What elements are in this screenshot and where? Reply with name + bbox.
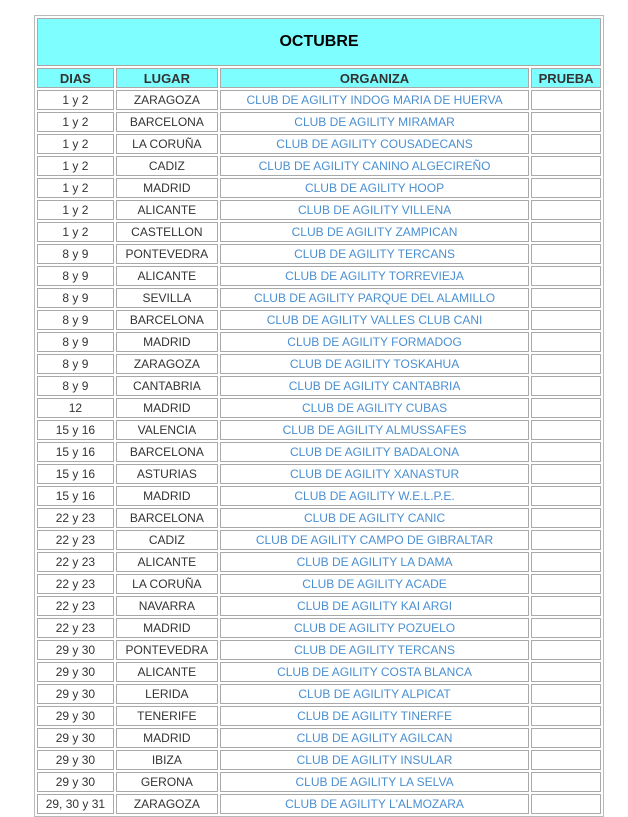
organiza-link[interactable]: CLUB DE AGILITY CANIC	[220, 508, 529, 528]
dias-cell: 8 y 9	[37, 376, 114, 396]
prueba-cell	[531, 332, 601, 352]
lugar-cell: TENERIFE	[116, 706, 218, 726]
prueba-cell	[531, 266, 601, 286]
table-row	[37, 574, 601, 594]
lugar-cell: PONTEVEDRA	[116, 244, 218, 264]
organiza-link[interactable]: CLUB DE AGILITY AGILCAN	[220, 728, 529, 748]
prueba-cell	[531, 134, 601, 154]
lugar-cell: MADRID	[116, 486, 218, 506]
organiza-link[interactable]: CLUB DE AGILITY TERCANS	[220, 244, 529, 264]
table-row	[37, 266, 601, 286]
organiza-link[interactable]: CLUB DE AGILITY CUBAS	[220, 398, 529, 418]
dias-cell: 1 y 2	[37, 178, 114, 198]
dias-cell: 1 y 2	[37, 90, 114, 110]
table-row	[37, 684, 601, 704]
prueba-cell	[531, 156, 601, 176]
table-row	[37, 398, 601, 418]
lugar-cell: IBIZA	[116, 750, 218, 770]
dias-cell: 15 y 16	[37, 486, 114, 506]
dias-cell: 29 y 30	[37, 706, 114, 726]
prueba-cell	[531, 354, 601, 374]
dias-cell: 8 y 9	[37, 244, 114, 264]
dias-cell: 8 y 9	[37, 266, 114, 286]
dias-cell: 22 y 23	[37, 618, 114, 638]
events-table	[34, 15, 604, 817]
table-row	[37, 706, 601, 726]
prueba-cell	[531, 552, 601, 572]
prueba-cell	[531, 178, 601, 198]
organiza-link[interactable]: CLUB DE AGILITY MIRAMAR	[220, 112, 529, 132]
prueba-cell	[531, 618, 601, 638]
dias-cell: 29 y 30	[37, 728, 114, 748]
events-body	[37, 90, 601, 814]
organiza-link[interactable]: CLUB DE AGILITY KAI ARGI	[220, 596, 529, 616]
lugar-cell: BARCELONA	[116, 310, 218, 330]
dias-cell: 15 y 16	[37, 420, 114, 440]
dias-cell: 1 y 2	[37, 222, 114, 242]
table-row	[37, 794, 601, 814]
table-row	[37, 156, 601, 176]
organiza-link[interactable]: CLUB DE AGILITY W.E.L.P.E.	[220, 486, 529, 506]
header-dias: DIAS	[37, 68, 114, 88]
table-row	[37, 750, 601, 770]
lugar-cell: CANTABRIA	[116, 376, 218, 396]
lugar-cell: ALICANTE	[116, 662, 218, 682]
organiza-link[interactable]: CLUB DE AGILITY INSULAR	[220, 750, 529, 770]
table-row	[37, 552, 601, 572]
lugar-cell: ZARAGOZA	[116, 90, 218, 110]
header-row	[37, 68, 601, 88]
table-row	[37, 420, 601, 440]
lugar-cell: ZARAGOZA	[116, 354, 218, 374]
organiza-link[interactable]: CLUB DE AGILITY HOOP	[220, 178, 529, 198]
lugar-cell: BARCELONA	[116, 442, 218, 462]
table-row	[37, 90, 601, 110]
lugar-cell: MADRID	[116, 178, 218, 198]
organiza-link[interactable]: CLUB DE AGILITY PARQUE DEL ALAMILLO	[220, 288, 529, 308]
table-row	[37, 310, 601, 330]
lugar-cell: SEVILLA	[116, 288, 218, 308]
dias-cell: 29 y 30	[37, 750, 114, 770]
lugar-cell: VALENCIA	[116, 420, 218, 440]
dias-cell: 1 y 2	[37, 156, 114, 176]
dias-cell: 8 y 9	[37, 310, 114, 330]
table-row	[37, 200, 601, 220]
prueba-cell	[531, 222, 601, 242]
table-row	[37, 728, 601, 748]
dias-cell: 8 y 9	[37, 354, 114, 374]
lugar-cell: ALICANTE	[116, 200, 218, 220]
prueba-cell	[531, 420, 601, 440]
table-row	[37, 288, 601, 308]
dias-cell: 22 y 23	[37, 508, 114, 528]
table-row	[37, 640, 601, 660]
header-lugar: LUGAR	[116, 68, 218, 88]
table-row	[37, 332, 601, 352]
dias-cell: 29 y 30	[37, 640, 114, 660]
lugar-cell: CADIZ	[116, 530, 218, 550]
table-row	[37, 464, 601, 484]
prueba-cell	[531, 90, 601, 110]
header-prueba: PRUEBA	[531, 68, 601, 88]
prueba-cell	[531, 398, 601, 418]
organiza-link[interactable]: CLUB DE AGILITY FORMADOG	[220, 332, 529, 352]
prueba-cell	[531, 750, 601, 770]
lugar-cell: CADIZ	[116, 156, 218, 176]
prueba-cell	[531, 794, 601, 814]
table-row	[37, 222, 601, 242]
organiza-link[interactable]: CLUB DE AGILITY CANINO ALGECIREÑO	[220, 156, 529, 176]
organiza-link[interactable]: CLUB DE AGILITY COSTA BLANCA	[220, 662, 529, 682]
lugar-cell: BARCELONA	[116, 112, 218, 132]
table-row	[37, 486, 601, 506]
lugar-cell: ALICANTE	[116, 552, 218, 572]
dias-cell: 22 y 23	[37, 552, 114, 572]
dias-cell: 29, 30 y 31	[37, 794, 114, 814]
organiza-link[interactable]: CLUB DE AGILITY VILLENA	[220, 200, 529, 220]
organiza-link[interactable]: CLUB DE AGILITY ACADE	[220, 574, 529, 594]
dias-cell: 8 y 9	[37, 332, 114, 352]
dias-cell: 29 y 30	[37, 684, 114, 704]
dias-cell: 22 y 23	[37, 596, 114, 616]
prueba-cell	[531, 596, 601, 616]
lugar-cell: ALICANTE	[116, 266, 218, 286]
prueba-cell	[531, 486, 601, 506]
prueba-cell	[531, 244, 601, 264]
lugar-cell: LA CORUÑA	[116, 574, 218, 594]
organiza-link[interactable]: CLUB DE AGILITY VALLES CLUB CANI	[220, 310, 529, 330]
dias-cell: 1 y 2	[37, 134, 114, 154]
dias-cell: 12	[37, 398, 114, 418]
lugar-cell: MADRID	[116, 332, 218, 352]
dias-cell: 15 y 16	[37, 464, 114, 484]
prueba-cell	[531, 508, 601, 528]
organiza-link[interactable]: CLUB DE AGILITY TERCANS	[220, 640, 529, 660]
organiza-link[interactable]: CLUB DE AGILITY BADALONA	[220, 442, 529, 462]
lugar-cell: ZARAGOZA	[116, 794, 218, 814]
organiza-link[interactable]: CLUB DE AGILITY TOSKAHUA	[220, 354, 529, 374]
organiza-link[interactable]: CLUB DE AGILITY CAMPO DE GIBRALTAR	[220, 530, 529, 550]
table-row	[37, 354, 601, 374]
lugar-cell: PONTEVEDRA	[116, 640, 218, 660]
lugar-cell: MADRID	[116, 728, 218, 748]
prueba-cell	[531, 200, 601, 220]
lugar-cell: LA CORUÑA	[116, 134, 218, 154]
prueba-cell	[531, 376, 601, 396]
lugar-cell: CASTELLON	[116, 222, 218, 242]
organiza-link[interactable]: CLUB DE AGILITY COUSADECANS	[220, 134, 529, 154]
prueba-cell	[531, 112, 601, 132]
prueba-cell	[531, 640, 601, 660]
prueba-cell	[531, 662, 601, 682]
prueba-cell	[531, 464, 601, 484]
organiza-link[interactable]: CLUB DE AGILITY LA DAMA	[220, 552, 529, 572]
prueba-cell	[531, 310, 601, 330]
organiza-link[interactable]: CLUB DE AGILITY LA SELVA	[220, 772, 529, 792]
prueba-cell	[531, 728, 601, 748]
organiza-link[interactable]: CLUB DE AGILITY POZUELO	[220, 618, 529, 638]
dias-cell: 29 y 30	[37, 772, 114, 792]
organiza-link[interactable]: CLUB DE AGILITY TORREVIEJA	[220, 266, 529, 286]
calendar-container	[34, 15, 604, 817]
table-row	[37, 662, 601, 682]
table-row	[37, 178, 601, 198]
prueba-cell	[531, 706, 601, 726]
table-row	[37, 772, 601, 792]
organiza-link[interactable]: CLUB DE AGILITY INDOG MARIA DE HUERVA	[220, 90, 529, 110]
table-row	[37, 508, 601, 528]
dias-cell: 22 y 23	[37, 530, 114, 550]
prueba-cell	[531, 288, 601, 308]
lugar-cell: LERIDA	[116, 684, 218, 704]
table-row	[37, 244, 601, 264]
lugar-cell: ASTURIAS	[116, 464, 218, 484]
lugar-cell: MADRID	[116, 398, 218, 418]
table-row	[37, 376, 601, 396]
organiza-link[interactable]: CLUB DE AGILITY L'ALMOZARA	[220, 794, 529, 814]
organiza-link[interactable]: CLUB DE AGILITY CANTABRIA	[220, 376, 529, 396]
organiza-link[interactable]: CLUB DE AGILITY TINERFE	[220, 706, 529, 726]
organiza-link[interactable]: CLUB DE AGILITY ZAMPICAN	[220, 222, 529, 242]
lugar-cell: BARCELONA	[116, 508, 218, 528]
organiza-link[interactable]: CLUB DE AGILITY XANASTUR	[220, 464, 529, 484]
lugar-cell: GERONA	[116, 772, 218, 792]
table-row	[37, 134, 601, 154]
table-row	[37, 618, 601, 638]
table-row	[37, 442, 601, 462]
prueba-cell	[531, 442, 601, 462]
header-organiza: ORGANIZA	[220, 68, 529, 88]
prueba-cell	[531, 530, 601, 550]
dias-cell: 15 y 16	[37, 442, 114, 462]
dias-cell: 22 y 23	[37, 574, 114, 594]
table-row	[37, 596, 601, 616]
dias-cell: 8 y 9	[37, 288, 114, 308]
dias-cell: 1 y 2	[37, 112, 114, 132]
lugar-cell: MADRID	[116, 618, 218, 638]
month-title: OCTUBRE	[37, 18, 601, 66]
prueba-cell	[531, 574, 601, 594]
table-row	[37, 112, 601, 132]
organiza-link[interactable]: CLUB DE AGILITY ALPICAT	[220, 684, 529, 704]
organiza-link[interactable]: CLUB DE AGILITY ALMUSSAFES	[220, 420, 529, 440]
lugar-cell: NAVARRA	[116, 596, 218, 616]
table-row	[37, 530, 601, 550]
prueba-cell	[531, 684, 601, 704]
dias-cell: 1 y 2	[37, 200, 114, 220]
dias-cell: 29 y 30	[37, 662, 114, 682]
prueba-cell	[531, 772, 601, 792]
